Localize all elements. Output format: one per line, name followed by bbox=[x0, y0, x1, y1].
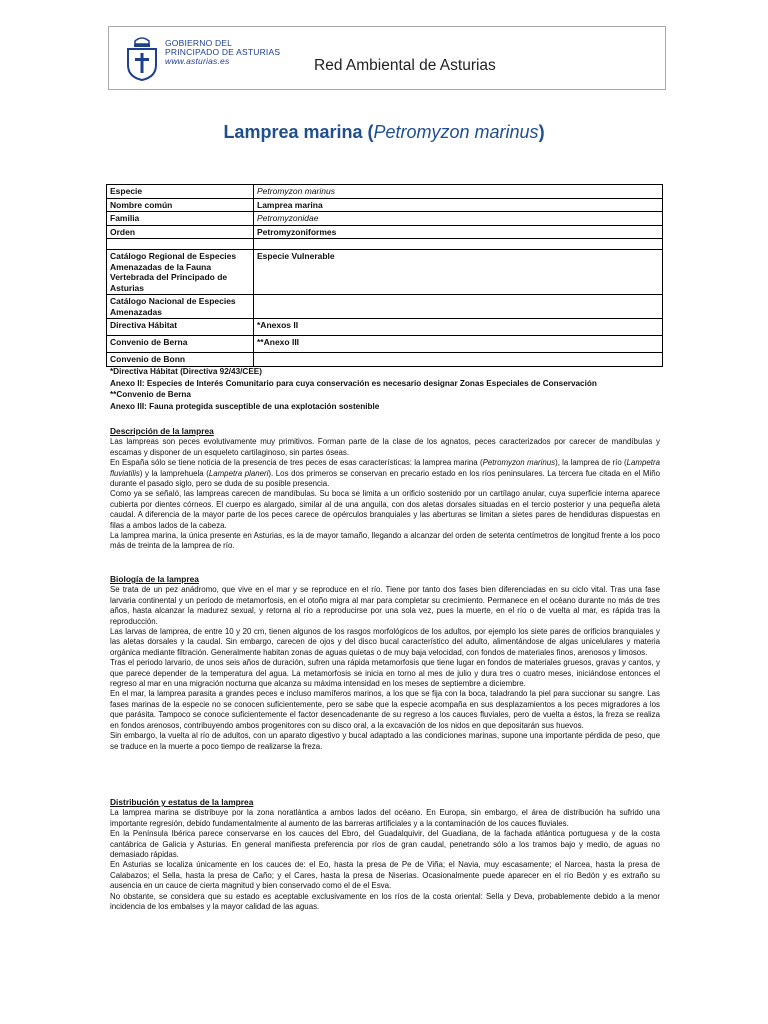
table-row bbox=[107, 336, 663, 353]
latin-name: Lampetra planeri bbox=[208, 468, 269, 478]
row-value: Petromyzonidae bbox=[254, 212, 663, 226]
table-row bbox=[107, 353, 663, 367]
asturias-crest-icon bbox=[125, 33, 159, 81]
row-value: Petromyzon marinus bbox=[254, 185, 663, 199]
table-row bbox=[107, 250, 663, 295]
row-value: Especie Vulnerable bbox=[254, 250, 663, 295]
latin-name: Lampetra fluviatilis bbox=[110, 458, 660, 478]
page-header bbox=[108, 26, 666, 90]
note-line: Anexo III: Fauna protegida susceptible de una explotación sostenible bbox=[110, 401, 380, 411]
note-line: *Directiva Hábitat (Directiva 92/43/CEE) bbox=[110, 367, 262, 376]
biology-section bbox=[110, 574, 660, 752]
row-label: Orden bbox=[107, 225, 254, 239]
paragraph: Las larvas de lamprea, de entre 10 y 20 cm, tienen algunos de los rasgos morfológicos de los adultos, por ejemplo los siete pares de orificios branquiales y las aletas dorsales y la caudal. Sin embargo, carecen de ojos y del disco bucal característico del adulto, alimentándose de algas unicelulares y materia orgánica mediante filtración. Generalmente habitan zonas de aguas quietas o de muy baja velocidad, con fondos de materiales finos, arenosos y limosos. bbox=[110, 627, 660, 657]
note-line: Anexo II: Especies de Interés Comunitario para cuya conservación es necesario designar Zonas Especiales de Conservación bbox=[110, 378, 597, 388]
row-label: Familia bbox=[107, 212, 254, 226]
row-value: *Anexos II bbox=[254, 319, 663, 336]
paragraph: Las lampreas son peces evolutivamente muy primitivos. Forman parte de la clase de los agnatos, peces caracterizados por carecer de mandíbulas y escamas y disponer de un esqueleto cartilaginoso, sin partes óseas. bbox=[110, 437, 660, 457]
table-row bbox=[107, 295, 663, 319]
table-row bbox=[107, 212, 663, 226]
text-run: En España sólo se tiene noticia de la presencia de tres peces de esas características: la lamprea marina ( bbox=[110, 458, 483, 468]
row-label: Catálogo Nacional de Especies Amenazadas bbox=[107, 295, 254, 319]
table-row bbox=[107, 225, 663, 239]
row-label: Catálogo Regional de Especies Amenazadas de la Fauna Vertebrada del Principado de Asturias bbox=[107, 250, 254, 295]
paragraph: Como ya se señaló, las lampreas carecen de mandíbulas. Su boca se limita a un orificio sostenido por un cartílago anular, cuya superficie interna aparece cubierta por dientes córneos. El cuerpo es alargado, similar al de una anguila, con dos aletas dorsales situadas en el tercio posterior y una pequeña aleta caudal. A diferencia de la mayor parte de los peces carece de opérculos branquiales y las aberturas se limitan a sietes pares de hendiduras dispuestas en filas a ambos lados de la cabeza. bbox=[110, 489, 660, 530]
paragraph: En Asturias se localiza únicamente en los cauces de: el Eo, hasta la presa de Pe de Viña; el Navia, muy escasamente; el Narcea, hasta la presa de Calabazos; el Sella, hasta la presa de Caño; y el Cares, hasta la presa de Niserias. Ocasionalmente puede aparecer en el río Bedón y es extraño su ausencia en un cauce de cierta magnitud y bien conservado como el de el Esva. bbox=[110, 860, 660, 891]
page-title bbox=[0, 122, 768, 143]
row-value bbox=[254, 295, 663, 319]
row-value: Lamprea marina bbox=[254, 198, 663, 212]
section-heading: Distribución y estatus de la lamprea bbox=[110, 797, 254, 807]
description-section bbox=[110, 426, 660, 552]
table-row bbox=[107, 319, 663, 336]
table-row bbox=[107, 185, 663, 199]
legal-notes bbox=[110, 366, 665, 412]
row-value bbox=[254, 353, 663, 367]
network-title: Red Ambiental de Asturias bbox=[314, 57, 496, 74]
row-label: Convenio de Bonn bbox=[107, 353, 254, 367]
table-row bbox=[107, 198, 663, 212]
government-logo-text bbox=[165, 39, 280, 66]
gov-url[interactable]: www.asturias.es bbox=[165, 56, 230, 66]
paragraph: Sin embargo, la vuelta al río de adultos, con un aparato digestivo y bucal adaptado a las condiciones marinas, supone una importante pérdida de peso, que se traduce en la muerte a poco tiempo de realizarse la freza. bbox=[110, 731, 660, 751]
row-value: Petromyzoniformes bbox=[254, 225, 663, 239]
paragraph: La lamprea marina, la única presente en Asturias, es la de mayor tamaño, llegando a alcanzar del orden de setenta centímetros de longitud frente a los poco más de treinta de la lamprea de río. bbox=[110, 531, 660, 551]
paragraph: La lamprea marina se distribuye por la zona noratlántica a ambos lados del océano. En Europa, sin embargo, el área de distribución ha sufrido una importante regresión, debido fundamentalmente al aumento de las barreras artificiales y a la contaminación de los cauces fluviales. bbox=[110, 808, 660, 828]
section-heading: Descripción de la lamprea bbox=[110, 426, 214, 436]
section-heading: Biología de la lamprea bbox=[110, 574, 199, 584]
paragraph: Se trata de un pez anádromo, que vive en el mar y se reproduce en el río. Tiene por tanto dos fases bien diferenciadas en su ciclo vital. Tras una fase larvaria continental y un periodo de metamorfosis, en el otoño migra al mar para completar su crecimiento. Permanece en el océano durante no más de tres años, hasta alcanzar la madurez sexual, y retorna al río a reproducirse por una sola vez, pues la muerte, en el río o de vuelta al mar, es rápida tras la reproducción. bbox=[110, 585, 660, 626]
row-label: Especie bbox=[107, 185, 254, 199]
row-label: Nombre común bbox=[107, 198, 254, 212]
row-value: **Anexo III bbox=[254, 336, 663, 353]
distribution-section bbox=[110, 797, 660, 912]
latin-name: Petromyzon marinus bbox=[482, 458, 556, 468]
title-prefix: Lamprea marina ( bbox=[223, 122, 374, 142]
gov-line-2: PRINCIPADO DE ASTURIAS bbox=[165, 47, 281, 57]
note-line: **Convenio de Berna bbox=[110, 390, 191, 399]
row-label: Convenio de Berna bbox=[107, 336, 254, 353]
text-run: ), la lamprea de río ( bbox=[555, 458, 627, 468]
title-scientific-name: Petromyzon marinus bbox=[373, 122, 539, 142]
text-run: ) y la lamprehuela ( bbox=[139, 468, 209, 478]
gov-line-1: GOBIERNO DEL bbox=[165, 38, 233, 48]
title-suffix: ) bbox=[538, 122, 545, 142]
table-spacer-row bbox=[107, 239, 663, 250]
row-label: Directiva Hábitat bbox=[107, 319, 254, 336]
species-info-table bbox=[106, 184, 663, 367]
paragraph: No obstante, se considera que su estado es aceptable exclusivamente en los ríos de la costa oriental: Sella y Deva, probablemente debido a la menor incidencia de los embalses y la mayor calidad de las aguas. bbox=[110, 891, 660, 912]
paragraph bbox=[110, 458, 660, 489]
text-run: ). Los dos primeros se conservan en precario estado en los ríos peninsulares. La tercera fue citada en el Miño durante el pasado siglo, pero se duda de su posible presencia. bbox=[110, 468, 660, 489]
paragraph: Tras el periodo larvario, de unos seis años de duración, sufren una rápida metamorfosis que tiene lugar en fondos de materiales gruesos, gravas y cantos, y que parece depender de la temperatura del agua. La metamorfosis se inicia en torno al mes de julio y dura tres o cuatro meses, iniciándose entonces el regreso al mar en una migración nocturna que alcanza su máxima intensidad en los meses de septiembre a diciembre. bbox=[110, 658, 660, 689]
paragraph: En la Península Ibérica parece conservarse en los cauces del Ebro, del Guadalquivir, del Guadiana, de la fachada atlántica portuguesa y de la costa cantábrica de Galicia y Asturias. En general manifiesta preferencia por ríos de gran caudal, penetrando sólo a los tramos bajo y medio, de aguas no demasiado rápidas. bbox=[110, 829, 660, 860]
paragraph: En el mar, la lamprea parasita a grandes peces e incluso mamíferos marinos, a los que se fija con la boca, taladrando la piel para succionar su sangre. Las fases marinas de la especie no se conocen suficientemente, pero se sabe que la especie acompaña en sus desplazamientos a los peces migradores a los que parásita. Tampoco se conoce suficientemente el factor desencadenante de su regreso a los cauces fluviales, pero de vuelta a éstos, la freza se realiza en fondos arenosos, contribuyendo ambos progenitores con su disco oral, a la excavación de los nidos en que depositarán sus huevos. bbox=[110, 689, 660, 730]
